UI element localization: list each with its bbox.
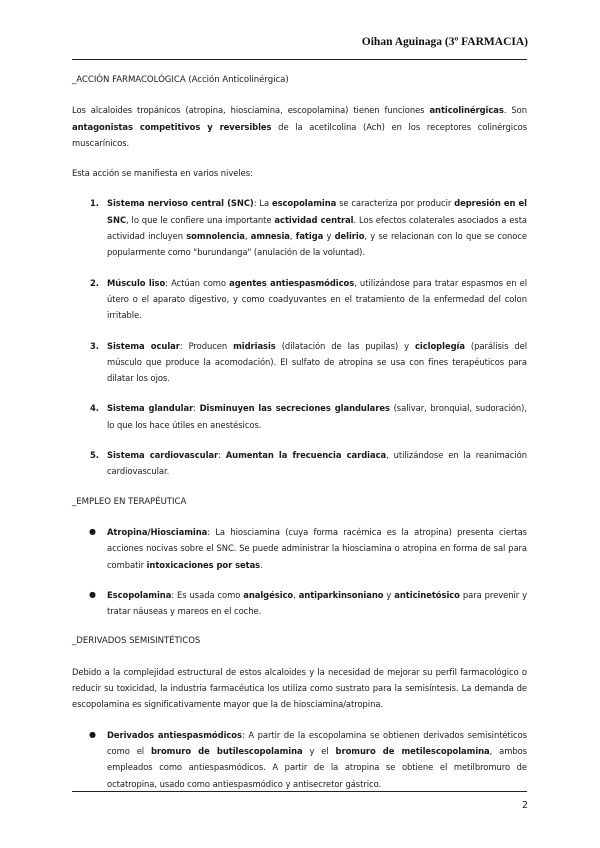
list-item: ● Escopolamina: Es usada como analgésico, antiparkinsoniano y anticinetósico para prevenir y tratar náuseas y mareos en el coche. <box>72 587 527 620</box>
list-item: 3. Sistema ocular: Producen midriasis (dilatación de las pupilas) y cicloplegía (parálisis del músculo que produce la acomodación). El sulfato de atropina se usa con fines terapéuticos para dilatar los ojos. <box>90 340 527 384</box>
list-item: 1. Sistema nervioso central (SNC): La escopolamina se caracteriza por producir depresión en el SNC, lo que le confiere una importante actividad central. Los efectos colaterales asociados a esta actividad incluyen somnolencia, amnesia, fatiga y delirio, y se relacionan con lo que se conoce popularmente como "burundanga" (anulación de la voluntad). <box>90 198 528 258</box>
section-heading-accion: _ACCIÓN FARMACOLÓGICA (Acción Anticolinérgica) <box>72 75 289 85</box>
intro-paragraph: Los alcaloides tropánicos (atropina, hiosciamina, escopolamina) tienen funciones anticolinérgicas. Son antagonistas competitivos y reversibles de la acetilcolina (Ach) en los receptores colinérgicos muscarínicos. <box>72 105 528 148</box>
list-item: 5. Sistema cardiovascular: Aumentan la frecuencia cardiaca, utilizándose en la reanimación cardiovascular. <box>90 450 527 477</box>
header-rule <box>72 59 527 60</box>
bullet-icon: ● <box>89 526 96 536</box>
list-item: ● Atropina/Hiosciamina: La hiosciamina (cuya forma racémica es la atropina) presenta ciertas acciones nocivas sobre el SNC. Se puede administrar la hiosciamina o atropina en forma de sal para combatir intoxicaciones por setas. <box>72 524 527 573</box>
therapy-list <box>72 524 527 619</box>
document-body <box>72 72 527 806</box>
derivados-intro: Debido a la complejidad estructural de estos alcaloides y la necesidad de mejorar su perfil farmacológico o reducir su toxicidad, la industria farmacéutica los utiliza como sustrato para la semisíntesis. La demanda de escopolamina es significativamente mayor que la de hiosciamina/atropina. <box>72 666 527 710</box>
list-item: 4. Sistema glandular: Disminuyen las secreciones glandulares (salivar, bronquial, sudoración), lo que los hace útiles en anestésicos. <box>90 403 528 430</box>
section-heading-empleo: _EMPLEO EN TERAPÉUTICA <box>72 496 187 507</box>
section-heading-derivados: _DERIVADOS SEMISINTÉTICOS <box>72 636 201 647</box>
levels-intro: Esta acción se manifiesta en varios niveles: <box>72 168 253 179</box>
list-item: ● Derivados antiespasmódicos: A partir de la escopolamina se obtienen derivados semisintéticos como el bromuro de butilescopolamina y el bromuro de metilescopolamina, ambos empleados como antiespasmódicos. A partir de la atropina se obtiene el metilbromuro de octatropina, usado como antiespasmódico y antisecretor gástrico. <box>72 727 527 792</box>
footer-rule <box>72 791 527 792</box>
bullet-icon: ● <box>89 589 96 599</box>
list-item: 2. Músculo liso: Actúan como agentes antiespasmódicos, utilizándose para tratar espasmos en el útero o el aparato digestivo, y como coadyuvantes en el tratamiento de la enfermedad del colon irritable. <box>90 277 527 321</box>
levels-list <box>72 195 527 479</box>
bullet-icon: ● <box>89 729 96 739</box>
page-number: 2 <box>521 800 528 811</box>
derivatives-list <box>72 727 527 792</box>
page-header-author: Oihan Aguinaga (3º FARMACIA) <box>361 36 528 48</box>
